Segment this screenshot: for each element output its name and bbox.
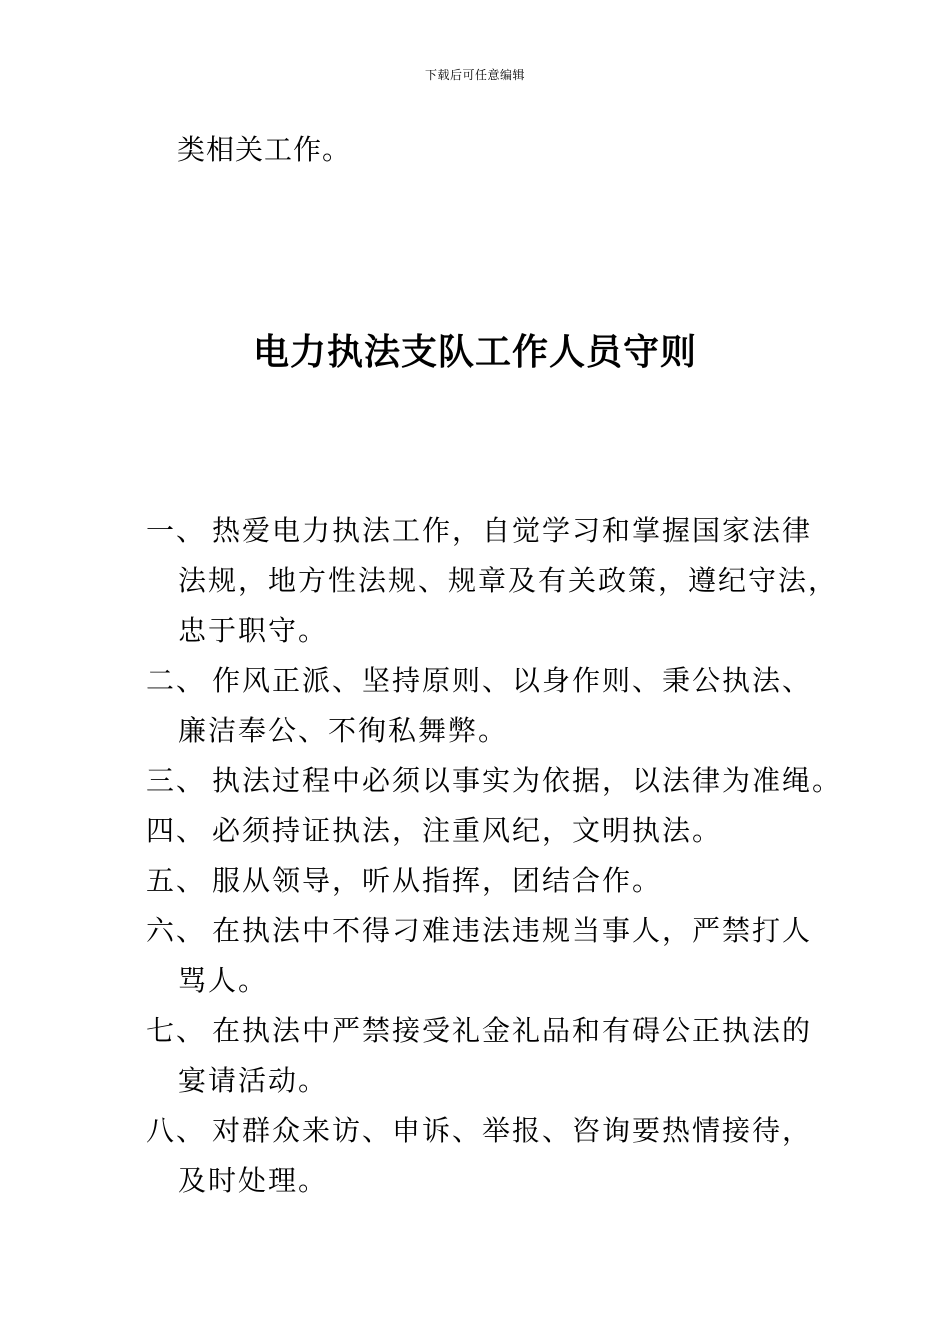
rule-first-line: [146, 756, 846, 806]
rule-marker: 四、: [146, 814, 207, 847]
rule-item: [146, 806, 846, 856]
rule-text: 服从领导，听从指挥，团结合作。: [212, 864, 663, 897]
rule-item: [146, 756, 846, 806]
rule-first-line: [146, 506, 846, 556]
rule-text: 法规，地方性法规、规章及有关政策，遵纪守法，: [178, 564, 839, 597]
rule-marker: 六、: [146, 914, 207, 947]
rule-text: 忠于职守。: [178, 614, 329, 647]
rule-text: 执法过程中必须以事实为依据，以法律为准绳。: [212, 764, 843, 797]
rule-continuation-line: [146, 1056, 846, 1106]
rule-continuation-line: [146, 1156, 846, 1206]
rule-item: [146, 856, 846, 906]
rule-first-line: [146, 656, 846, 706]
rule-continuation-line: [146, 606, 846, 656]
rule-text: 骂人。: [178, 964, 269, 997]
rule-item: [146, 1106, 846, 1206]
rule-first-line: [146, 1006, 846, 1056]
rule-text: 宴请活动。: [178, 1064, 329, 1097]
rule-text: 及时处理。: [178, 1164, 329, 1197]
rules-list: [146, 506, 846, 1206]
rule-first-line: [146, 856, 846, 906]
rule-text: 热爱电力执法工作，自觉学习和掌握国家法律: [212, 514, 813, 547]
rule-marker: 一、: [146, 514, 207, 547]
rule-marker: 二、: [146, 664, 207, 697]
rule-item: [146, 906, 846, 1006]
rule-continuation-line: [146, 706, 846, 756]
rule-continuation-line: [146, 956, 846, 1006]
document-title: 电力执法支队工作人员守则: [252, 332, 697, 373]
rule-item: [146, 1006, 846, 1106]
rule-continuation-line: [146, 556, 846, 606]
rule-text: 在执法中不得刁难违法违规当事人，严禁打人: [212, 914, 813, 947]
header-note: 下载后可任意编辑: [424, 68, 525, 82]
rule-item: [146, 656, 846, 756]
rule-first-line: [146, 906, 846, 956]
rule-marker: 八、: [146, 1114, 207, 1147]
rule-text: 对群众来访、申诉、举报、咨询要热情接待，: [212, 1114, 813, 1147]
rule-item: [146, 506, 846, 656]
rule-marker: 五、: [146, 864, 207, 897]
rule-first-line: [146, 806, 846, 856]
rule-first-line: [146, 1106, 846, 1156]
continuation-text: 类相关工作。: [177, 133, 352, 166]
rule-text: 在执法中严禁接受礼金礼品和有碍公正执法的: [212, 1014, 813, 1047]
rule-marker: 三、: [146, 764, 207, 797]
rule-marker: 七、: [146, 1014, 207, 1047]
rule-text: 廉洁奉公、不徇私舞弊。: [178, 714, 509, 747]
rule-text: 作风正派、坚持原则、以身作则、秉公执法、: [212, 664, 813, 697]
rule-text: 必须持证执法，注重风纪，文明执法。: [212, 814, 723, 847]
